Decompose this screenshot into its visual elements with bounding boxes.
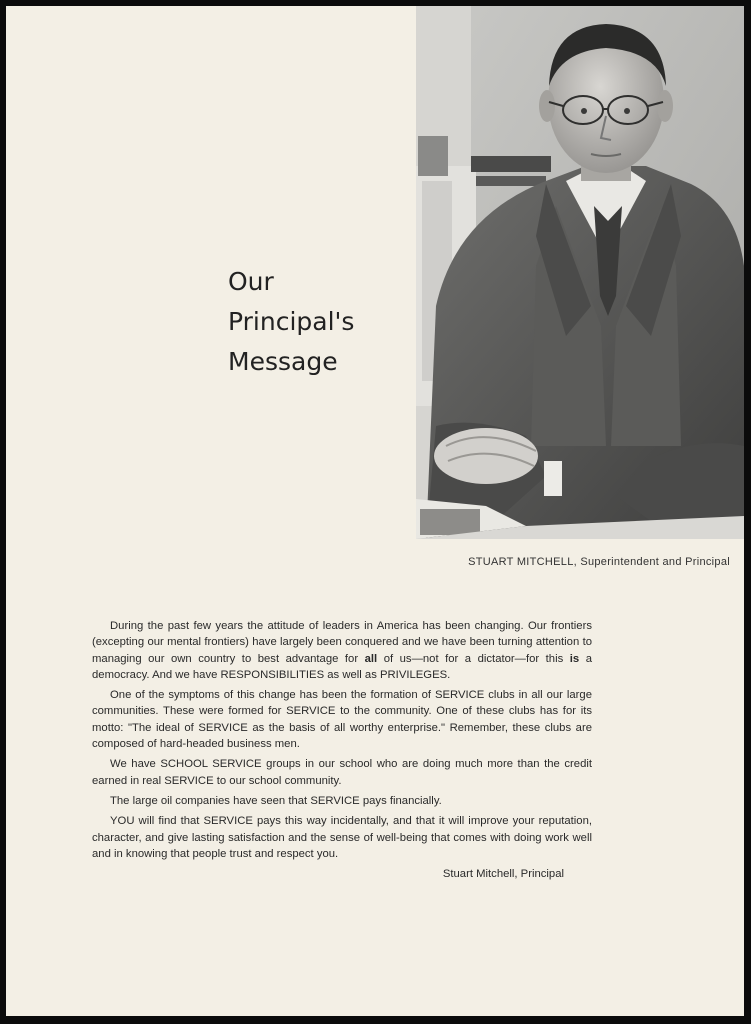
paragraph-2: One of the symptoms of this change has been the formation of SERVICE clubs in all our large communities. These were formed for SERVICE to the community. One of these clubs has for its motto: "The ideal of SERVICE as the basis of all worthy enterprise." Remember, these clubs are composed of hard-headed business men. bbox=[92, 689, 592, 751]
photo-caption: STUART MITCHELL, Superintendent and Principal bbox=[468, 556, 730, 568]
paragraph-1-part-a: During the past few years the attitude of leaders in America has been changing. Our frontiers (excepting our mental frontiers) have largely been conquered and we have been turning attention to managing our own country to best advantage for bbox=[92, 620, 592, 665]
paragraph-1-part-e: a democracy. And we have RESPONSIBILITIES as well as PRIVILEGES. bbox=[92, 652, 592, 681]
emphasis-all: all bbox=[364, 652, 378, 665]
title-line-our: Our bbox=[228, 267, 274, 296]
yearbook-page bbox=[6, 6, 744, 1016]
paragraph-1-part-c: of us—not for a dictator—for this bbox=[377, 652, 570, 665]
principal-portrait-illustration bbox=[416, 6, 744, 539]
title-line-principals: Principal's bbox=[228, 307, 355, 336]
page-title bbox=[228, 262, 428, 382]
paragraph-4: The large oil companies have seen that SERVICE pays financially. bbox=[110, 794, 442, 807]
paragraph-5: YOU will find that SERVICE pays this way incidentally, and that it will improve your reputation, character, and give lasting satisfaction and the sense of well-being that comes with doing work well and in knowing that people trust and respect you. bbox=[92, 815, 592, 860]
paragraph-3: We have SCHOOL SERVICE groups in our school who are doing much more than the credit earned in real SERVICE to our school community. bbox=[92, 758, 592, 787]
emphasis-is: is bbox=[569, 652, 580, 665]
principal-photo bbox=[416, 6, 744, 539]
message-body bbox=[92, 618, 592, 882]
paragraph-1 bbox=[92, 618, 592, 683]
signature: Stuart Mitchell, Principal bbox=[442, 868, 564, 881]
title-line-message: Message bbox=[228, 347, 338, 376]
